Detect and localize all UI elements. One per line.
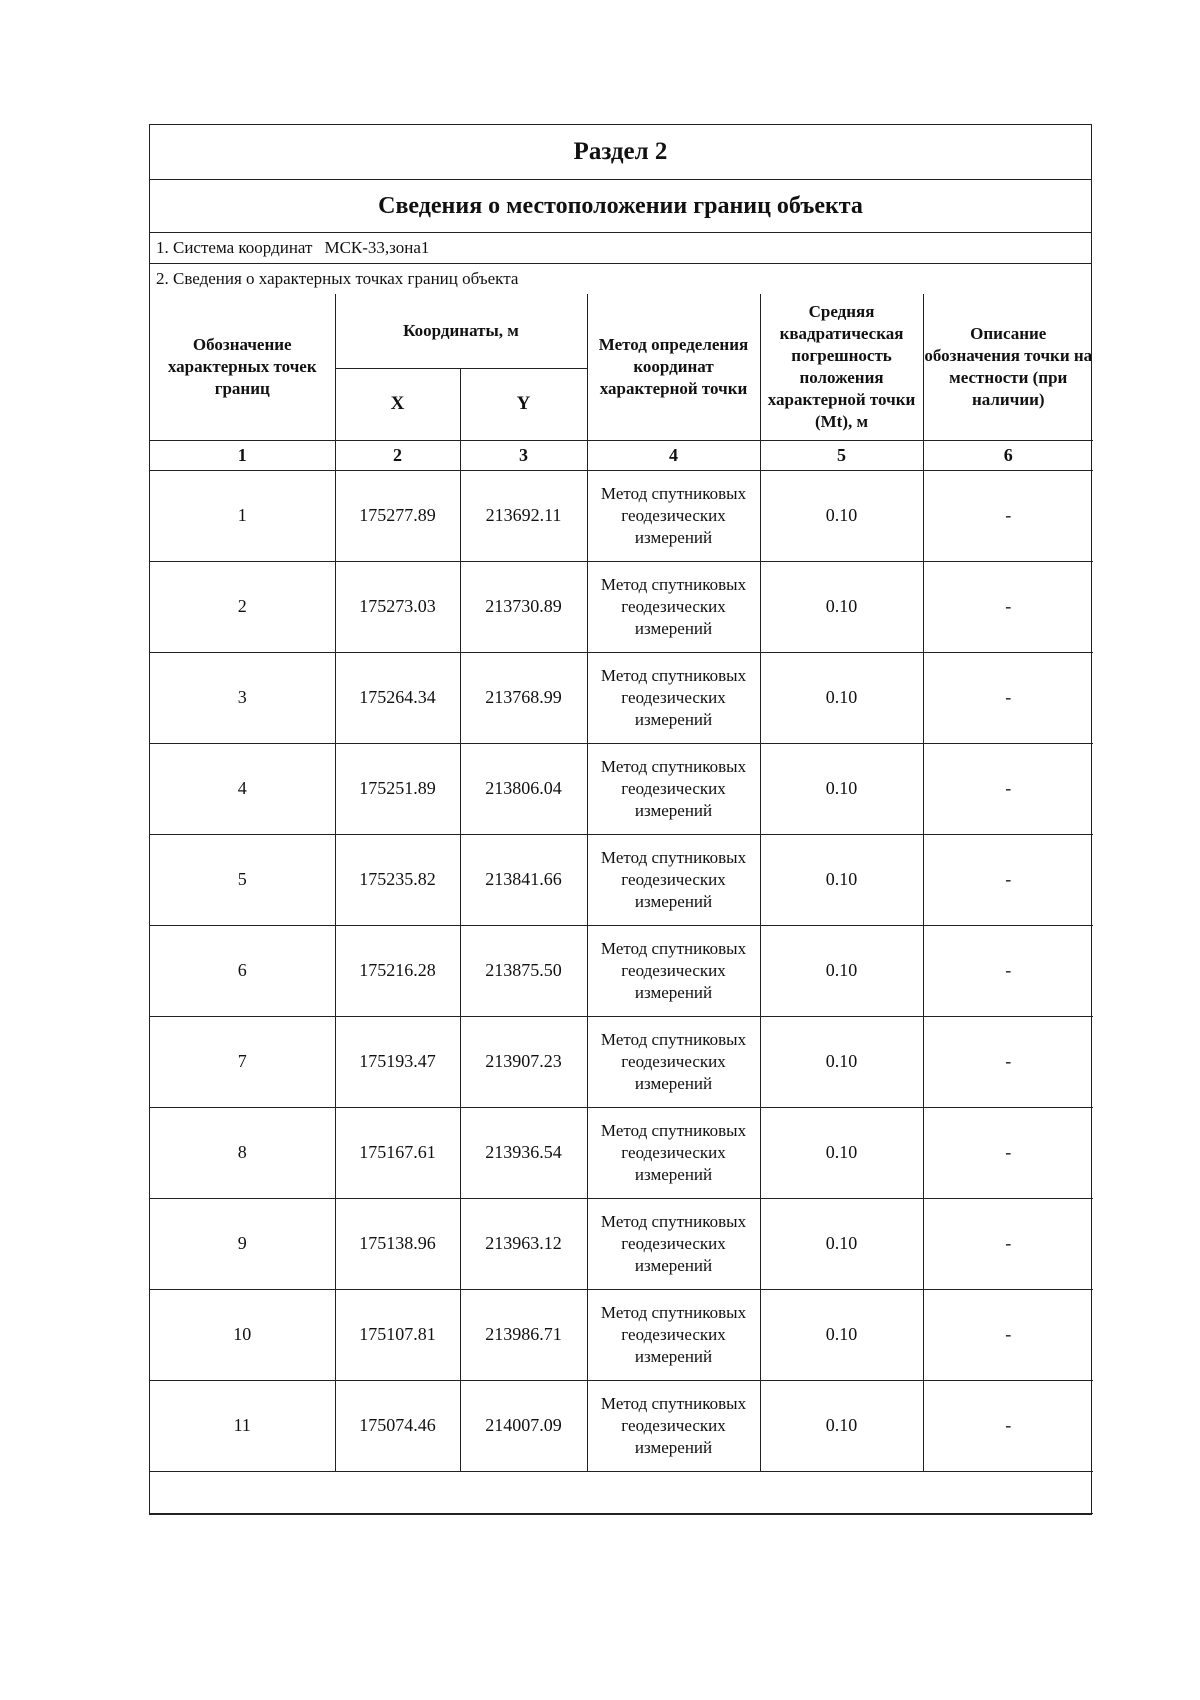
document-heading: Сведения о местоположении границ объекта xyxy=(150,180,1091,233)
table-row xyxy=(150,470,1093,561)
table-row xyxy=(150,561,1093,652)
header-accuracy: Средняя квадратическая погрешность положения характерной точки (Mt), м xyxy=(760,294,923,440)
coordinate-y-cell: 213936.54 xyxy=(460,1107,587,1198)
header-method: Метод определения координат характерной точки xyxy=(587,294,760,440)
description-cell: - xyxy=(923,1380,1093,1471)
coordinate-system-line xyxy=(150,233,1091,264)
empty-row xyxy=(150,1471,1093,1513)
column-number: 5 xyxy=(760,440,923,470)
table-row xyxy=(150,925,1093,1016)
accuracy-cell: 0.10 xyxy=(760,1016,923,1107)
description-cell: - xyxy=(923,925,1093,1016)
coordinate-x-cell: 175235.82 xyxy=(335,834,460,925)
accuracy-cell: 0.10 xyxy=(760,1198,923,1289)
method-cell: Метод спутниковых геодезических измерений xyxy=(587,1107,760,1198)
coordinate-y-cell: 213963.12 xyxy=(460,1198,587,1289)
coordinate-x-cell: 175216.28 xyxy=(335,925,460,1016)
coordinate-y-cell: 213907.23 xyxy=(460,1016,587,1107)
header-coordinates: Координаты, м xyxy=(335,294,587,368)
coordinate-y-cell: 213806.04 xyxy=(460,743,587,834)
method-cell: Метод спутниковых геодезических измерений xyxy=(587,1198,760,1289)
accuracy-cell: 0.10 xyxy=(760,470,923,561)
table-row xyxy=(150,1380,1093,1471)
point-id-cell: 7 xyxy=(150,1016,335,1107)
column-number: 3 xyxy=(460,440,587,470)
column-number: 1 xyxy=(150,440,335,470)
method-cell: Метод спутниковых геодезических измерений xyxy=(587,743,760,834)
coordinate-y-cell: 214007.09 xyxy=(460,1380,587,1471)
point-id-cell: 8 xyxy=(150,1107,335,1198)
description-cell: - xyxy=(923,834,1093,925)
description-cell: - xyxy=(923,652,1093,743)
table-row xyxy=(150,1107,1093,1198)
description-cell: - xyxy=(923,1198,1093,1289)
coordinate-x-cell: 175193.47 xyxy=(335,1016,460,1107)
point-id-cell: 2 xyxy=(150,561,335,652)
table-row xyxy=(150,652,1093,743)
table-row xyxy=(150,834,1093,925)
table-row xyxy=(150,1016,1093,1107)
coordinate-y-cell: 213986.71 xyxy=(460,1289,587,1380)
description-cell: - xyxy=(923,1107,1093,1198)
boundary-points-table xyxy=(150,294,1093,1514)
description-cell: - xyxy=(923,743,1093,834)
coordinate-x-cell: 175277.89 xyxy=(335,470,460,561)
coordinate-system-label: 1. Система координат xyxy=(156,238,313,257)
coordinate-x-cell: 175167.61 xyxy=(335,1107,460,1198)
accuracy-cell: 0.10 xyxy=(760,834,923,925)
coordinate-y-cell: 213692.11 xyxy=(460,470,587,561)
coordinate-x-cell: 175251.89 xyxy=(335,743,460,834)
empty-cell xyxy=(150,1471,1093,1513)
point-id-cell: 4 xyxy=(150,743,335,834)
coordinate-x-cell: 175273.03 xyxy=(335,561,460,652)
coordinate-y-cell: 213768.99 xyxy=(460,652,587,743)
column-number: 2 xyxy=(335,440,460,470)
table-row xyxy=(150,743,1093,834)
section-title: Раздел 2 xyxy=(150,125,1091,180)
method-cell: Метод спутниковых геодезических измерений xyxy=(587,1016,760,1107)
method-cell: Метод спутниковых геодезических измерений xyxy=(587,1380,760,1471)
column-number: 6 xyxy=(923,440,1093,470)
accuracy-cell: 0.10 xyxy=(760,925,923,1016)
point-id-cell: 10 xyxy=(150,1289,335,1380)
accuracy-cell: 0.10 xyxy=(760,652,923,743)
header-y: Y xyxy=(460,368,587,440)
coordinate-y-cell: 213841.66 xyxy=(460,834,587,925)
points-info-label: 2. Сведения о характерных точках границ объекта xyxy=(156,269,519,288)
coordinate-x-cell: 175264.34 xyxy=(335,652,460,743)
header-designation: Обозначение характерных точек границ xyxy=(150,294,335,440)
coordinate-x-cell: 175138.96 xyxy=(335,1198,460,1289)
description-cell: - xyxy=(923,1016,1093,1107)
table-row xyxy=(150,1198,1093,1289)
method-cell: Метод спутниковых геодезических измерений xyxy=(587,652,760,743)
method-cell: Метод спутниковых геодезических измерений xyxy=(587,561,760,652)
header-description: Описание обозначения точки на местности (при наличии) xyxy=(923,294,1093,440)
coordinate-system-value: МСК-33,зона1 xyxy=(324,238,430,257)
point-id-cell: 5 xyxy=(150,834,335,925)
accuracy-cell: 0.10 xyxy=(760,1107,923,1198)
accuracy-cell: 0.10 xyxy=(760,1380,923,1471)
point-id-cell: 9 xyxy=(150,1198,335,1289)
header-x: X xyxy=(335,368,460,440)
point-id-cell: 11 xyxy=(150,1380,335,1471)
column-number-row xyxy=(150,440,1093,470)
accuracy-cell: 0.10 xyxy=(760,1289,923,1380)
method-cell: Метод спутниковых геодезических измерений xyxy=(587,1289,760,1380)
table-row xyxy=(150,1289,1093,1380)
coordinate-x-cell: 175074.46 xyxy=(335,1380,460,1471)
coordinate-x-cell: 175107.81 xyxy=(335,1289,460,1380)
description-cell: - xyxy=(923,470,1093,561)
coordinate-y-cell: 213875.50 xyxy=(460,925,587,1016)
accuracy-cell: 0.10 xyxy=(760,743,923,834)
method-cell: Метод спутниковых геодезических измерений xyxy=(587,470,760,561)
document-sheet xyxy=(149,124,1092,1515)
description-cell: - xyxy=(923,1289,1093,1380)
description-cell: - xyxy=(923,561,1093,652)
column-number: 4 xyxy=(587,440,760,470)
accuracy-cell: 0.10 xyxy=(760,561,923,652)
method-cell: Метод спутниковых геодезических измерений xyxy=(587,834,760,925)
method-cell: Метод спутниковых геодезических измерений xyxy=(587,925,760,1016)
point-id-cell: 6 xyxy=(150,925,335,1016)
point-id-cell: 1 xyxy=(150,470,335,561)
coordinate-y-cell: 213730.89 xyxy=(460,561,587,652)
point-id-cell: 3 xyxy=(150,652,335,743)
